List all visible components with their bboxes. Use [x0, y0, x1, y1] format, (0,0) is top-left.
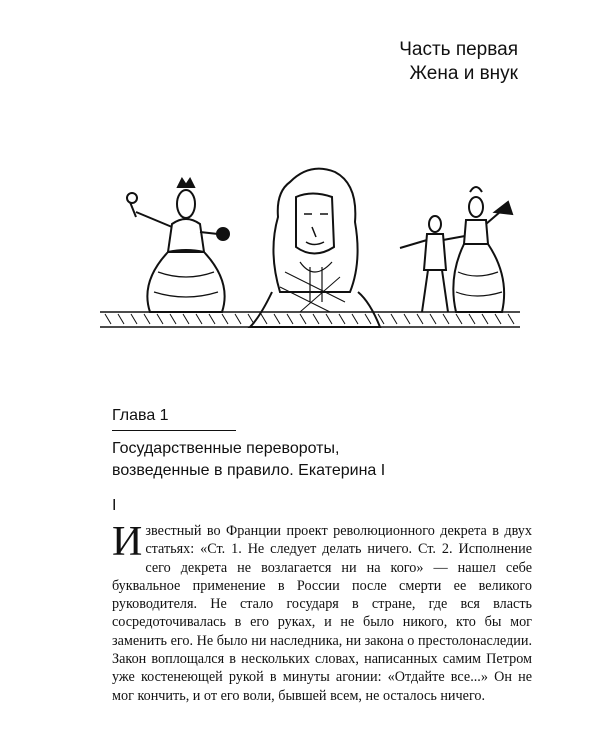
drop-cap: И — [112, 519, 143, 565]
chapter-label: Глава 1 — [112, 407, 169, 424]
section-number: I — [112, 497, 117, 514]
engraving-figures-icon — [100, 152, 520, 342]
chapter-title-line-1: Государственные перевороты, — [112, 440, 340, 457]
chapter-title — [112, 438, 492, 482]
chapter-divider — [112, 430, 236, 431]
body-text: звестный во Франции проект революционного декрета в двух статьях: «Ст. 1. Не следует делать ничего. Ст. 2. Исполнение сего декрета не возлагается ни на кого» — нашел себе буквальное применение в России после смерти ее великого руководителя. Не стало государя в стране, где вся власть сосредоточивалась в его руках, и не было никого, кто бы мог заменить его. Не было ни наследника, ни закона о престолонаследии. Закон воплощался в нескольких словах, написанных самим Петром уже костенеющей рукой в минуты агонии: «Отдайте все...» Он не мог кончить, и от его воли, бывшей всем, не осталось ничего. — [112, 523, 532, 704]
body-paragraph — [112, 519, 532, 705]
chapter-title-line-2: возведенные в правило. Екатерина I — [112, 462, 386, 479]
part-header — [399, 38, 518, 86]
part-title: Часть первая — [399, 39, 518, 60]
part-subtitle: Жена и внук — [409, 63, 518, 84]
